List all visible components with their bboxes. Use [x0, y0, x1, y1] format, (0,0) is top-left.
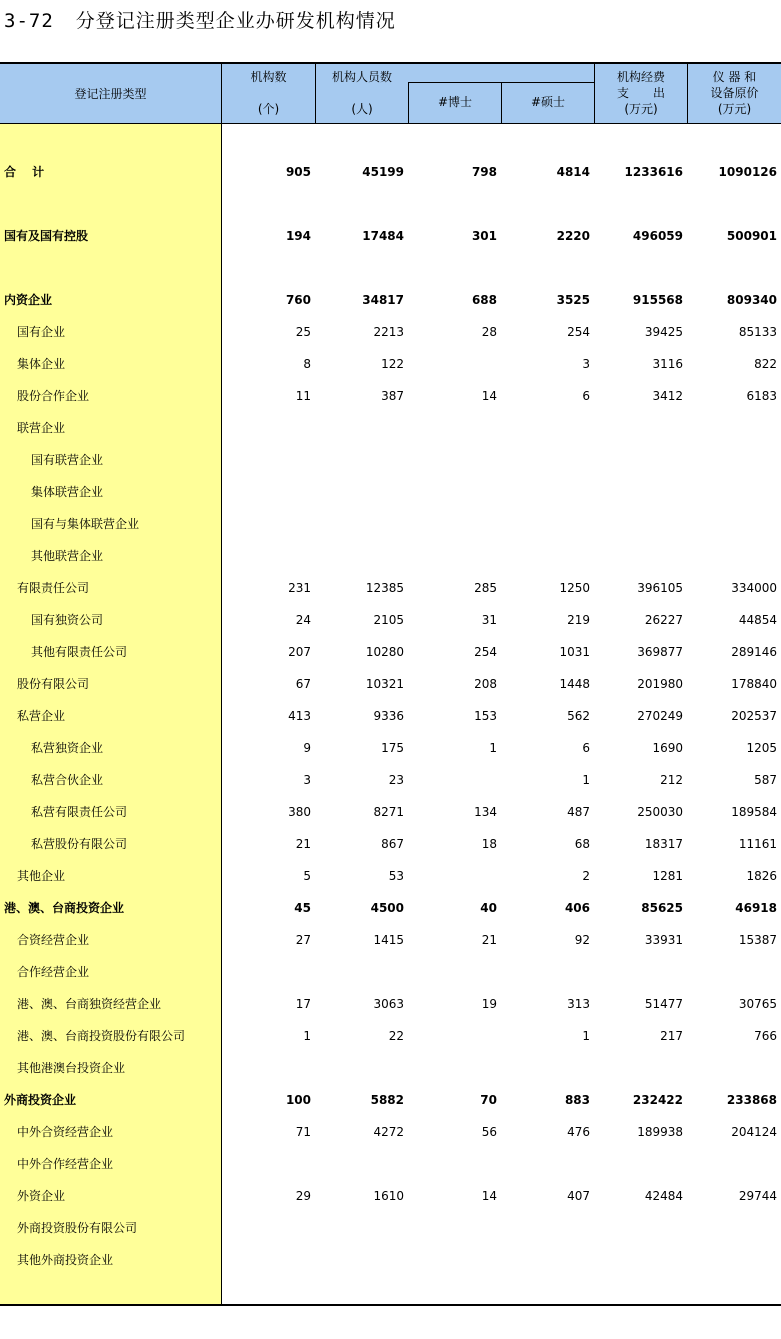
cell-org-count: 413 — [288, 709, 311, 723]
cell-staff: 867 — [381, 837, 404, 851]
header-org-count-unit: (个) — [257, 102, 280, 116]
cell-equipment: 6183 — [746, 389, 777, 403]
row-label: 国有与集体联营企业 — [31, 517, 140, 531]
cell-org-count: 905 — [285, 165, 311, 179]
row-label: 国有联营企业 — [31, 453, 104, 467]
table-row — [0, 162, 781, 182]
cell-master: 3525 — [556, 293, 590, 307]
cell-expense: 201980 — [637, 677, 683, 691]
cell-expense: 3116 — [652, 357, 683, 371]
cell-staff: 175 — [381, 741, 404, 755]
cell-expense: 915568 — [632, 293, 683, 307]
table-row — [0, 866, 781, 886]
cell-org-count: 100 — [285, 1093, 311, 1107]
cell-staff: 9336 — [373, 709, 404, 723]
cell-master: 6 — [582, 389, 590, 403]
row-label: 外商投资企业 — [4, 1093, 77, 1107]
table-row — [0, 226, 781, 246]
table-row — [0, 770, 781, 790]
cell-phd: 285 — [474, 581, 497, 595]
cell-staff: 2213 — [373, 325, 404, 339]
row-label: 联营企业 — [17, 421, 66, 435]
cell-expense: 42484 — [644, 1189, 683, 1203]
cell-expense: 33931 — [644, 933, 683, 947]
row-label: 私营有限责任公司 — [31, 805, 128, 819]
header-equipment-unit: (万元) — [717, 102, 752, 116]
table-row — [0, 386, 781, 406]
cell-staff: 12385 — [365, 581, 404, 595]
row-label: 港、澳、台商独资经营企业 — [17, 997, 162, 1011]
row-label: 私营独资企业 — [31, 741, 104, 755]
table-row — [0, 418, 781, 438]
cell-equipment: 46918 — [735, 901, 777, 915]
row-label: 私营股份有限公司 — [31, 837, 128, 851]
cell-org-count: 1 — [303, 1029, 311, 1043]
cell-expense: 217 — [660, 1029, 683, 1043]
cell-equipment: 334000 — [731, 581, 777, 595]
table-row — [0, 898, 781, 918]
cell-org-count: 24 — [295, 613, 311, 627]
cell-org-count: 3 — [303, 773, 311, 787]
header-expense-unit: (万元) — [624, 102, 658, 116]
cell-phd: 301 — [471, 229, 497, 243]
header-bottom-rule — [0, 123, 781, 124]
cell-org-count: 45 — [294, 901, 311, 915]
cell-phd: 14 — [481, 1189, 497, 1203]
cell-equipment: 204124 — [731, 1125, 777, 1139]
cell-equipment: 809340 — [726, 293, 777, 307]
table-row — [0, 290, 781, 310]
row-label: 外资企业 — [17, 1189, 66, 1203]
cell-expense: 85625 — [641, 901, 683, 915]
cell-org-count: 9 — [303, 741, 311, 755]
cell-master: 3 — [582, 357, 590, 371]
cell-staff: 10280 — [365, 645, 404, 659]
cell-expense: 18317 — [644, 837, 683, 851]
cell-org-count: 25 — [295, 325, 311, 339]
cell-phd: 19 — [481, 997, 497, 1011]
table-row — [0, 514, 781, 534]
cell-equipment: 233868 — [726, 1093, 777, 1107]
header-equipment-line2: 设备原价 — [710, 86, 759, 100]
header-expense-line2: 支 出 — [616, 86, 665, 100]
table-row — [0, 930, 781, 950]
cell-staff: 8271 — [373, 805, 404, 819]
row-label: 港、澳、台商投资股份有限公司 — [17, 1029, 186, 1043]
row-label: 私营合伙企业 — [31, 773, 104, 787]
cell-master: 476 — [567, 1125, 590, 1139]
cell-master: 1 — [582, 773, 590, 787]
cell-staff: 4500 — [370, 901, 404, 915]
cell-master: 1 — [582, 1029, 590, 1043]
cell-master: 254 — [567, 325, 590, 339]
cell-master: 1448 — [559, 677, 590, 691]
table-row — [0, 450, 781, 470]
table-row — [0, 1090, 781, 1110]
cell-phd: 14 — [481, 389, 497, 403]
cell-staff: 23 — [388, 773, 404, 787]
cell-org-count: 231 — [288, 581, 311, 595]
row-label: 国有及国有控股 — [4, 229, 89, 243]
cell-expense: 212 — [660, 773, 683, 787]
table-row — [0, 1026, 781, 1046]
row-label: 有限责任公司 — [17, 581, 90, 595]
cell-org-count: 760 — [285, 293, 311, 307]
row-label: 港、澳、台商投资企业 — [4, 901, 125, 915]
row-label: 中外合作经营企业 — [17, 1157, 114, 1171]
cell-phd: 134 — [474, 805, 497, 819]
row-label: 合 计 — [4, 165, 45, 179]
cell-expense: 51477 — [644, 997, 683, 1011]
cell-org-count: 207 — [288, 645, 311, 659]
cell-phd: 21 — [481, 933, 497, 947]
cell-master: 406 — [564, 901, 590, 915]
cell-equipment: 289146 — [731, 645, 777, 659]
cell-equipment: 85133 — [738, 325, 777, 339]
cell-org-count: 27 — [295, 933, 311, 947]
cell-org-count: 67 — [295, 677, 311, 691]
table-row — [0, 642, 781, 662]
table-number: 3-72 — [4, 10, 54, 32]
cell-equipment: 202537 — [731, 709, 777, 723]
cell-expense: 369877 — [637, 645, 683, 659]
cell-expense: 396105 — [637, 581, 683, 595]
cell-staff: 122 — [381, 357, 404, 371]
header-top-rule — [0, 62, 781, 64]
table-row — [0, 738, 781, 758]
cell-equipment: 766 — [754, 1029, 777, 1043]
cell-master: 219 — [567, 613, 590, 627]
cell-expense: 1281 — [652, 869, 683, 883]
cell-expense: 26227 — [644, 613, 683, 627]
cell-expense: 3412 — [652, 389, 683, 403]
cell-equipment: 500901 — [726, 229, 777, 243]
cell-equipment: 11161 — [738, 837, 777, 851]
cell-master: 562 — [567, 709, 590, 723]
row-label: 其他企业 — [17, 869, 66, 883]
cell-staff: 2105 — [373, 613, 404, 627]
table-row — [0, 1122, 781, 1142]
row-label: 内资企业 — [4, 293, 53, 307]
cell-master: 1250 — [559, 581, 590, 595]
row-label: 外商投资股份有限公司 — [17, 1221, 138, 1235]
row-label: 股份合作企业 — [17, 389, 90, 403]
table-row — [0, 706, 781, 726]
cell-equipment: 30765 — [738, 997, 777, 1011]
row-label: 其他有限责任公司 — [31, 645, 128, 659]
table-row — [0, 322, 781, 342]
table-row — [0, 802, 781, 822]
cell-equipment: 29744 — [738, 1189, 777, 1203]
cell-equipment: 1826 — [746, 869, 777, 883]
cell-equipment: 1205 — [746, 741, 777, 755]
cell-org-count: 11 — [295, 389, 311, 403]
cell-equipment: 178840 — [731, 677, 777, 691]
cell-org-count: 8 — [303, 357, 311, 371]
cell-staff: 45199 — [362, 165, 404, 179]
cell-master: 68 — [574, 837, 590, 851]
cell-master: 6 — [582, 741, 590, 755]
table-row — [0, 834, 781, 854]
cell-master: 2220 — [556, 229, 590, 243]
cell-staff: 1610 — [373, 1189, 404, 1203]
table-row — [0, 1058, 781, 1078]
header-phd: #博士 — [437, 95, 473, 109]
cell-phd: 31 — [481, 613, 497, 627]
cell-staff: 5882 — [370, 1093, 404, 1107]
cell-master: 487 — [567, 805, 590, 819]
table-row — [0, 1154, 781, 1174]
cell-staff: 4272 — [373, 1125, 404, 1139]
cell-staff: 22 — [388, 1029, 404, 1043]
cell-staff: 53 — [388, 869, 404, 883]
cell-org-count: 5 — [303, 869, 311, 883]
cell-expense: 1233616 — [624, 165, 683, 179]
row-label: 集体企业 — [17, 357, 66, 371]
table-row — [0, 482, 781, 502]
row-label: 其他外商投资企业 — [17, 1253, 114, 1267]
cell-phd: 56 — [481, 1125, 497, 1139]
cell-staff: 17484 — [362, 229, 404, 243]
cell-master: 4814 — [556, 165, 590, 179]
page-title — [4, 6, 396, 33]
cell-master: 1031 — [559, 645, 590, 659]
cell-expense: 232422 — [632, 1093, 683, 1107]
cell-phd: 798 — [471, 165, 497, 179]
cell-phd: 18 — [481, 837, 497, 851]
row-label: 股份有限公司 — [17, 677, 90, 691]
header-expense: 机构经费 — [616, 70, 665, 84]
cell-org-count: 71 — [295, 1125, 311, 1139]
cell-org-count: 17 — [295, 997, 311, 1011]
cell-phd: 153 — [474, 709, 497, 723]
header-org-count: 机构数 — [250, 70, 287, 84]
cell-expense: 270249 — [637, 709, 683, 723]
cell-equipment: 1090126 — [718, 165, 777, 179]
cell-staff: 387 — [381, 389, 404, 403]
table-row — [0, 1186, 781, 1206]
table-row — [0, 354, 781, 374]
cell-staff: 3063 — [373, 997, 404, 1011]
cell-staff: 10321 — [365, 677, 404, 691]
header-equipment: 仪 器 和 — [712, 70, 757, 84]
cell-expense: 250030 — [637, 805, 683, 819]
table-row — [0, 610, 781, 630]
cell-org-count: 380 — [288, 805, 311, 819]
cell-org-count: 21 — [295, 837, 311, 851]
cell-expense: 189938 — [637, 1125, 683, 1139]
row-label: 其他联营企业 — [31, 549, 104, 563]
header-staff: 机构人员数 — [331, 70, 392, 84]
cell-org-count: 194 — [285, 229, 311, 243]
cell-master: 407 — [567, 1189, 590, 1203]
table-row — [0, 962, 781, 982]
cell-expense: 39425 — [644, 325, 683, 339]
row-label: 合资经营企业 — [17, 933, 90, 947]
cell-phd: 208 — [474, 677, 497, 691]
cell-phd: 40 — [480, 901, 497, 915]
row-label: 集体联营企业 — [31, 485, 104, 499]
row-label: 中外合资经营企业 — [17, 1125, 114, 1139]
table-row — [0, 546, 781, 566]
cell-phd: 70 — [480, 1093, 497, 1107]
cell-equipment: 822 — [754, 357, 777, 371]
cell-master: 2 — [582, 869, 590, 883]
row-label: 国有独资公司 — [31, 613, 104, 627]
cell-expense: 496059 — [632, 229, 683, 243]
row-label: 其他港澳台投资企业 — [17, 1061, 126, 1075]
cell-master: 313 — [567, 997, 590, 1011]
table-title: 分登记注册类型企业办研发机构情况 — [75, 10, 396, 32]
cell-org-count: 29 — [295, 1189, 311, 1203]
cell-phd: 28 — [481, 325, 497, 339]
cell-phd: 688 — [471, 293, 497, 307]
table-bottom-rule — [0, 1304, 781, 1306]
cell-master: 92 — [574, 933, 590, 947]
cell-equipment: 587 — [754, 773, 777, 787]
cell-master: 883 — [564, 1093, 590, 1107]
header-staff-unit: (人) — [351, 102, 373, 116]
table-row — [0, 674, 781, 694]
row-label: 合作经营企业 — [17, 965, 90, 979]
table-row — [0, 994, 781, 1014]
cell-equipment: 15387 — [738, 933, 777, 947]
cell-phd: 1 — [489, 741, 497, 755]
cell-phd: 254 — [474, 645, 497, 659]
table-row — [0, 1250, 781, 1270]
header-type: 登记注册类型 — [74, 87, 147, 101]
table-row — [0, 578, 781, 598]
cell-expense: 1690 — [652, 741, 683, 755]
cell-staff: 34817 — [362, 293, 404, 307]
cell-equipment: 189584 — [731, 805, 777, 819]
header-master: #硕士 — [530, 95, 566, 109]
cell-equipment: 44854 — [738, 613, 777, 627]
row-label: 国有企业 — [17, 325, 66, 339]
row-label: 私营企业 — [17, 709, 66, 723]
table-row — [0, 1218, 781, 1238]
cell-staff: 1415 — [373, 933, 404, 947]
